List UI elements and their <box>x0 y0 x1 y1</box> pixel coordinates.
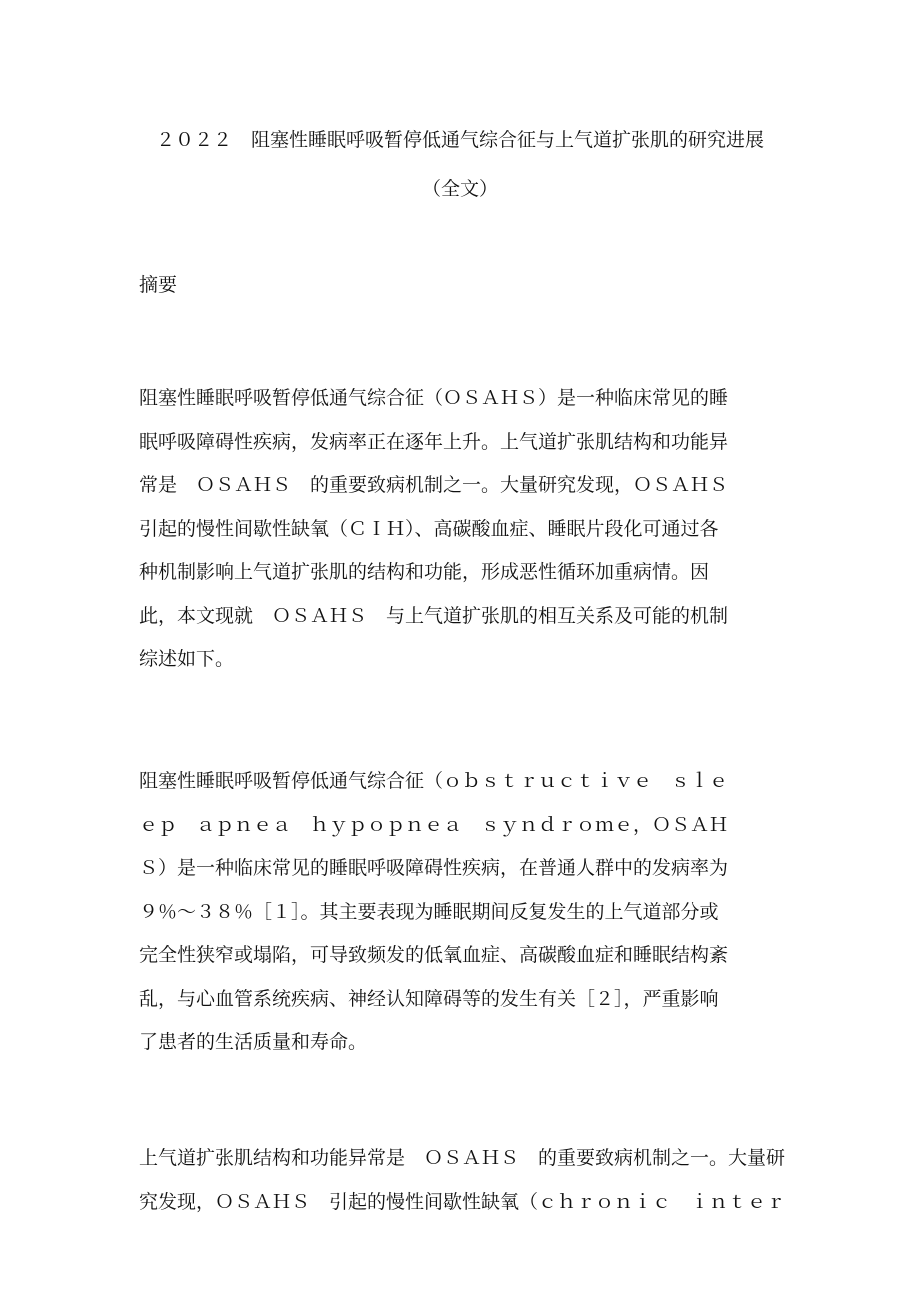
text-line: 上气道扩张肌结构和功能异常是 ＯＳＡＨＳ 的重要致病机制之一。大量研 <box>139 1147 786 1169</box>
text-line: 引起的慢性间歇性缺氧（ＣＩＨ）、高碳酸血症、睡眠片段化可通过各 <box>139 517 719 540</box>
abstract-heading: 摘要 <box>139 274 178 296</box>
text-line: 乱，与心血管系统疾病、神经认知障碍等的发生有关［２］，严重影响 <box>139 987 719 1010</box>
text-line: 综述如下。 <box>139 648 235 670</box>
text-line: ９％～３８％［１］。其主要表现为睡眠期间反复发生的上气道部分或 <box>139 900 719 923</box>
text-line: Ｓ）是一种临床常见的睡眠呼吸障碍性疾病，在普通人群中的发病率为 <box>139 857 729 879</box>
text-line: 眠呼吸障碍性疾病，发病率正在逐年上升。上气道扩张肌结构和功能异 <box>139 430 729 453</box>
text-line: 阻塞性睡眠呼吸暂停低通气综合征（ＯＳＡＨＳ）是一种临床常见的睡 <box>139 387 729 409</box>
text-line: 种机制影响上气道扩张肌的结构和功能，形成恶性循环加重病情。因 <box>139 561 710 583</box>
paragraph-abstract <box>139 385 799 690</box>
text-line: 完全性狭窄或塌陷，可导致频发的低氧血症、高碳酸血症和睡眠结构紊 <box>139 944 729 966</box>
document-title-continuation: （全文） <box>421 178 498 200</box>
paragraph-mechanism <box>139 1145 799 1232</box>
paragraph-introduction <box>139 768 799 1073</box>
text-line: 阻塞性睡眠呼吸暂停低通气综合征（ｏｂｓｔｒｕｃｔｉｖｅ ｓｌｅ <box>139 770 729 792</box>
text-line: 了患者的生活质量和寿命。 <box>139 1031 368 1053</box>
text-line: ｅｐ ａｐｎｅａ ｈｙｐｏｐｎｅａ ｓｙｎｄｒｏｍｅ，ＯＳＡＨ <box>139 813 729 836</box>
text-line: 常是 ＯＳＡＨＳ 的重要致病机制之一。大量研究发现，ＯＳＡＨＳ <box>139 474 729 496</box>
document-title: ２０２２ 阻塞性睡眠呼吸暂停低通气综合征与上气道扩张肌的研究进展 <box>155 129 764 151</box>
text-line: 究发现，ＯＳＡＨＳ 引起的慢性间歇性缺氧（ｃｈｒｏｎｉｃ ｉｎｔｅｒ <box>139 1190 786 1213</box>
text-line: 此，本文现就 ＯＳＡＨＳ 与上气道扩张肌的相互关系及可能的机制 <box>139 604 729 627</box>
